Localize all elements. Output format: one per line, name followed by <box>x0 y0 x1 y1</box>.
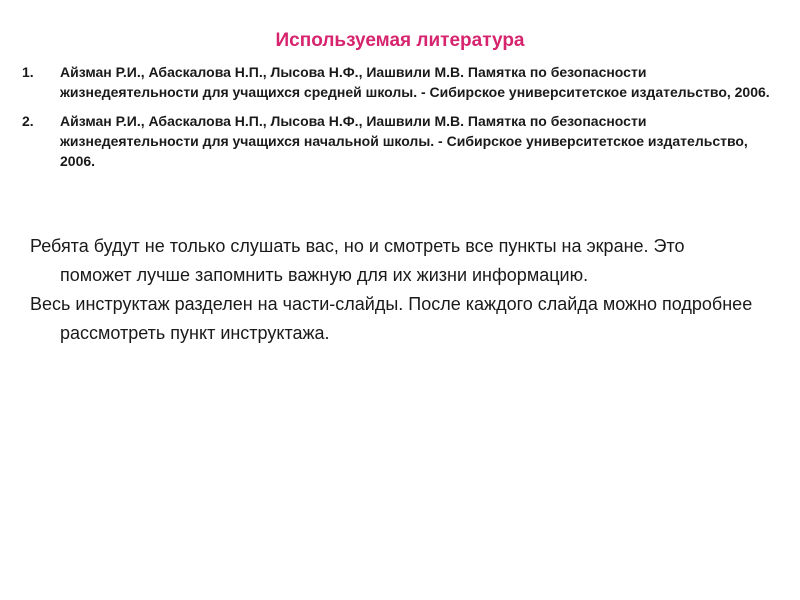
slide-title: Используемая литература <box>275 30 525 51</box>
note-paragraph: Весь инструктаж разделен на части-слайды. После каждого слайда можно подробнее рассмотреть пункт инструктажа. <box>30 294 753 343</box>
reference-number: 1. <box>22 64 34 80</box>
reference-text: Айзман Р.И., Абаскалова Н.П., Лысова Н.Ф., Иашвили М.В. Памятка по безопасности жизнедеятельности для учащихся средней школы. - Сибирское университетское издательство, 2006. <box>60 64 770 100</box>
notes-block <box>30 232 760 348</box>
reference-number: 2. <box>22 113 34 129</box>
reference-text: Айзман Р.И., Абаскалова Н.П., Лысова Н.Ф., Иашвили М.В. Памятка по безопасности жизнедеятельности для учащихся начальной школы. - Сибирское университетское издательство, 2006. <box>60 113 748 169</box>
references-list <box>22 62 782 180</box>
note-paragraph: Ребята будут не только слушать вас, но и смотреть все пункты на экране. Это поможет лучше запомнить важную для их жизни информацию. <box>30 236 685 285</box>
reference-item <box>22 62 782 102</box>
reference-item <box>22 111 782 171</box>
